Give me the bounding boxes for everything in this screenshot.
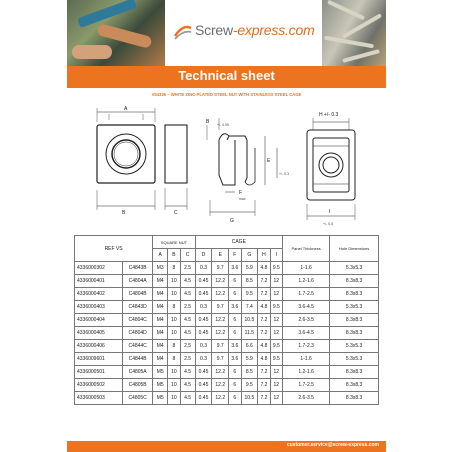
cell-h: 7.2 xyxy=(258,275,270,288)
cell-h: 7.2 xyxy=(258,314,270,327)
cell-b: 10 xyxy=(168,379,180,392)
col-g: G xyxy=(241,249,258,262)
table-row xyxy=(75,340,379,353)
page-title: Technical sheet xyxy=(178,68,275,83)
col-d: D xyxy=(195,249,212,262)
cell-code: C4844B xyxy=(123,353,153,366)
cell-c: 4.5 xyxy=(180,288,195,301)
cell-c: 4.5 xyxy=(180,327,195,340)
cell-panel: 3.6-4.5 xyxy=(283,327,330,340)
cell-g: 7.4 xyxy=(241,301,258,314)
cell-d: 0.45 xyxy=(195,314,212,327)
cell-a: M5 xyxy=(153,366,168,379)
cell-c: 2.5 xyxy=(180,353,195,366)
cell-d: 0.45 xyxy=(195,327,212,340)
cell-a: M3 xyxy=(153,262,168,275)
cell-g: 8.5 xyxy=(241,366,258,379)
cage-header: CAGE xyxy=(195,236,282,249)
cell-e: 12.2 xyxy=(212,327,229,340)
table-body xyxy=(75,262,379,405)
label-b-tolerance: B xyxy=(206,119,210,125)
cell-f: 3.6 xyxy=(229,353,241,366)
cell-d: 0.3 xyxy=(195,340,212,353)
cell-panel: 1.2-1.6 xyxy=(283,366,330,379)
cell-a: M4 xyxy=(153,275,168,288)
tools-photo xyxy=(67,0,165,66)
logo-text xyxy=(195,22,315,38)
cell-g: 9.5 xyxy=(241,379,258,392)
cage-front-view xyxy=(307,118,355,220)
cell-f: 6 xyxy=(229,288,241,301)
cell-i: 12 xyxy=(270,327,282,340)
cell-panel: 1.7-2.3 xyxy=(283,340,330,353)
cell-code: C4804B xyxy=(123,288,153,301)
cell-a: M4 xyxy=(153,301,168,314)
cell-h: 7.2 xyxy=(258,366,270,379)
cell-h: 4.8 xyxy=(258,340,270,353)
col-b: B xyxy=(168,249,180,262)
cell-a: M4 xyxy=(153,314,168,327)
cell-c: 4.5 xyxy=(180,366,195,379)
col-e: E xyxy=(212,249,229,262)
cell-g: 10.5 xyxy=(241,314,258,327)
table-row xyxy=(75,275,379,288)
brand-logo[interactable] xyxy=(165,0,325,66)
cell-i: 12 xyxy=(270,288,282,301)
cell-e: 9.7 xyxy=(212,262,229,275)
cell-hole: 5.3x5.3 xyxy=(330,301,379,314)
cell-d: 0.3 xyxy=(195,301,212,314)
table-row xyxy=(75,327,379,340)
cell-e: 12.2 xyxy=(212,392,229,405)
label-c: C xyxy=(174,210,178,216)
col-c: C xyxy=(180,249,195,262)
cell-i: 9.5 xyxy=(270,301,282,314)
cell-d: 0.3 xyxy=(195,262,212,275)
cell-hole: 8.3x8.3 xyxy=(330,314,379,327)
cell-f: 6 xyxy=(229,379,241,392)
cell-h: 7.2 xyxy=(258,379,270,392)
cell-b: 10 xyxy=(168,288,180,301)
cell-c: 2.5 xyxy=(180,301,195,314)
cell-g: 6.6 xyxy=(241,340,258,353)
table-row xyxy=(75,353,379,366)
cell-c: 4.5 xyxy=(180,379,195,392)
cell-e: 9.7 xyxy=(212,301,229,314)
cell-code: C4843D xyxy=(123,301,153,314)
cell-panel: 3.6-4.5 xyxy=(283,301,330,314)
cell-hole: 8.3x8.3 xyxy=(330,379,379,392)
cell-code: C4844C xyxy=(123,340,153,353)
nut-side-view xyxy=(165,125,187,210)
table-row xyxy=(75,314,379,327)
cell-f: 6 xyxy=(229,327,241,340)
cell-ref: 4336000302 xyxy=(75,262,123,275)
cell-h: 4.8 xyxy=(258,353,270,366)
cell-code: C4804C xyxy=(123,314,153,327)
cell-a: M4 xyxy=(153,353,168,366)
cell-ref: 4336000502 xyxy=(75,379,123,392)
table-row xyxy=(75,262,379,275)
hole-dimensions-header: Hole Dimensions xyxy=(330,236,379,262)
cell-code: C4804A xyxy=(123,275,153,288)
col-h: H xyxy=(258,249,270,262)
cell-g: 10.5 xyxy=(241,392,258,405)
cell-ref: 4336009601 xyxy=(75,353,123,366)
cell-b: 10 xyxy=(168,275,180,288)
cell-hole: 5.3x5.3 xyxy=(330,353,379,366)
label-a: A xyxy=(124,106,128,112)
cell-ref: 4336000503 xyxy=(75,392,123,405)
cell-f: 6 xyxy=(229,366,241,379)
cell-hole: 8.3x8.3 xyxy=(330,392,379,405)
label-e: E xyxy=(267,158,271,164)
cell-code: C4805B xyxy=(123,379,153,392)
cell-ref: 4336000501 xyxy=(75,366,123,379)
cell-a: M4 xyxy=(153,327,168,340)
cell-i: 12 xyxy=(270,366,282,379)
label-g: G xyxy=(230,218,234,224)
cell-ref: 4336000403 xyxy=(75,301,123,314)
cell-g: 5.9 xyxy=(241,262,258,275)
cell-i: 9.5 xyxy=(270,353,282,366)
panel-thickness-header: Panel Thickness xyxy=(283,236,330,262)
screws-photo xyxy=(322,0,386,66)
table-row xyxy=(75,301,379,314)
cell-d: 0.3 xyxy=(195,353,212,366)
cell-hole: 8.3x8.3 xyxy=(330,288,379,301)
cell-code: C4805A xyxy=(123,366,153,379)
cell-ref: 4336000402 xyxy=(75,288,123,301)
table-row xyxy=(75,392,379,405)
cell-c: 4.5 xyxy=(180,275,195,288)
cell-b: 8 xyxy=(168,262,180,275)
cell-e: 9.7 xyxy=(212,353,229,366)
cell-c: 2.5 xyxy=(180,340,195,353)
cell-d: 0.45 xyxy=(195,379,212,392)
ref-header: REF VS xyxy=(75,236,153,262)
cell-a: M4 xyxy=(153,288,168,301)
cell-panel: 1.7-2.5 xyxy=(283,379,330,392)
cell-i: 12 xyxy=(270,379,282,392)
cell-code: C4805C xyxy=(123,392,153,405)
cell-h: 7.2 xyxy=(258,327,270,340)
cell-i: 12 xyxy=(270,392,282,405)
cell-ref: 4336000405 xyxy=(75,327,123,340)
nut-top-view xyxy=(97,108,155,210)
cell-b: 8 xyxy=(168,340,180,353)
label-b-tolerance-value: +/- 0.05 xyxy=(217,123,229,127)
cell-code: C4804D xyxy=(123,327,153,340)
cell-ref: 4336000406 xyxy=(75,340,123,353)
cell-f: 6 xyxy=(229,392,241,405)
cell-g: 11.5 xyxy=(241,327,258,340)
col-f: F xyxy=(229,249,241,262)
square-nut-header: SQUARE NUT xyxy=(153,236,195,249)
cell-hole: 8.3x8.3 xyxy=(330,275,379,288)
cell-a: M5 xyxy=(153,379,168,392)
cell-e: 12.2 xyxy=(212,366,229,379)
product-subtitle: V54336 – WHITE ZINC-PLATED STEEL NUT WITH STAINLESS STEEL CAGE xyxy=(151,92,302,97)
cell-code: C4843B xyxy=(123,262,153,275)
cell-panel: 1-1.6 xyxy=(283,353,330,366)
contact-email-link[interactable]: customer.service@screw-express.com xyxy=(286,442,379,448)
cell-panel: 2.6-3.5 xyxy=(283,392,330,405)
label-f-max: max xyxy=(239,197,246,201)
cell-b: 10 xyxy=(168,392,180,405)
cell-c: 2.5 xyxy=(180,262,195,275)
logo-swoosh-icon xyxy=(173,22,193,42)
label-h: H +/- 0.3 xyxy=(319,112,339,118)
cell-hole: 8.3x8.3 xyxy=(330,366,379,379)
cell-h: 7.2 xyxy=(258,288,270,301)
logo-brand: Screw xyxy=(195,22,233,38)
cell-b: 10 xyxy=(168,314,180,327)
cell-i: 9.5 xyxy=(270,262,282,275)
cell-b: 8 xyxy=(168,301,180,314)
cell-hole: 5.3x5.3 xyxy=(330,262,379,275)
cell-h: 7.2 xyxy=(258,392,270,405)
cell-b: 10 xyxy=(168,327,180,340)
cell-c: 4.5 xyxy=(180,392,195,405)
cell-b: 10 xyxy=(168,366,180,379)
cell-e: 12.2 xyxy=(212,379,229,392)
cell-h: 4.8 xyxy=(258,262,270,275)
cell-e: 12.2 xyxy=(212,288,229,301)
cell-h: 4.8 xyxy=(258,301,270,314)
cell-g: 5.9 xyxy=(241,353,258,366)
cell-f: 6 xyxy=(229,275,241,288)
cell-d: 0.45 xyxy=(195,392,212,405)
cell-b: 8 xyxy=(168,353,180,366)
label-b: B xyxy=(122,210,126,216)
cell-f: 6 xyxy=(229,314,241,327)
col-i: I xyxy=(270,249,282,262)
cell-d: 0.45 xyxy=(195,366,212,379)
label-f: F xyxy=(239,190,243,196)
cell-e: 12.2 xyxy=(212,275,229,288)
cell-ref: 4336000401 xyxy=(75,275,123,288)
col-a: A xyxy=(153,249,168,262)
table-row xyxy=(75,288,379,301)
cell-a: M4 xyxy=(153,340,168,353)
cell-a: M5 xyxy=(153,392,168,405)
cell-d: 0.45 xyxy=(195,275,212,288)
cell-panel: 1.2-1.6 xyxy=(283,275,330,288)
cell-c: 4.5 xyxy=(180,314,195,327)
label-e-tolerance: +/- 0.3 xyxy=(279,172,290,176)
cell-i: 12 xyxy=(270,275,282,288)
cell-g: 9.5 xyxy=(241,288,258,301)
cell-panel: 1-1.6 xyxy=(283,262,330,275)
cage-side-profile xyxy=(207,118,277,216)
cell-f: 3.6 xyxy=(229,340,241,353)
cell-f: 3.6 xyxy=(229,301,241,314)
cell-panel: 1.7-2.5 xyxy=(283,288,330,301)
logo-brand-accent: -express.com xyxy=(232,22,315,38)
label-i: I xyxy=(329,209,331,215)
cell-ref: 4336000404 xyxy=(75,314,123,327)
cell-panel: 2.6-3.5 xyxy=(283,314,330,327)
label-i-tolerance: +/- 0.5 xyxy=(323,222,334,226)
table-row xyxy=(75,366,379,379)
cell-hole: 5.3x5.3 xyxy=(330,340,379,353)
table-header-row xyxy=(75,236,379,249)
cell-g: 8.5 xyxy=(241,275,258,288)
table-row xyxy=(75,379,379,392)
technical-drawings xyxy=(67,100,386,230)
cell-hole: 8.3x8.3 xyxy=(330,327,379,340)
cell-e: 12.2 xyxy=(212,314,229,327)
cell-i: 12 xyxy=(270,314,282,327)
cell-f: 3.6 xyxy=(229,262,241,275)
cell-e: 9.7 xyxy=(212,340,229,353)
specification-table xyxy=(74,235,379,405)
cell-d: 0.45 xyxy=(195,288,212,301)
cell-i: 9.5 xyxy=(270,340,282,353)
